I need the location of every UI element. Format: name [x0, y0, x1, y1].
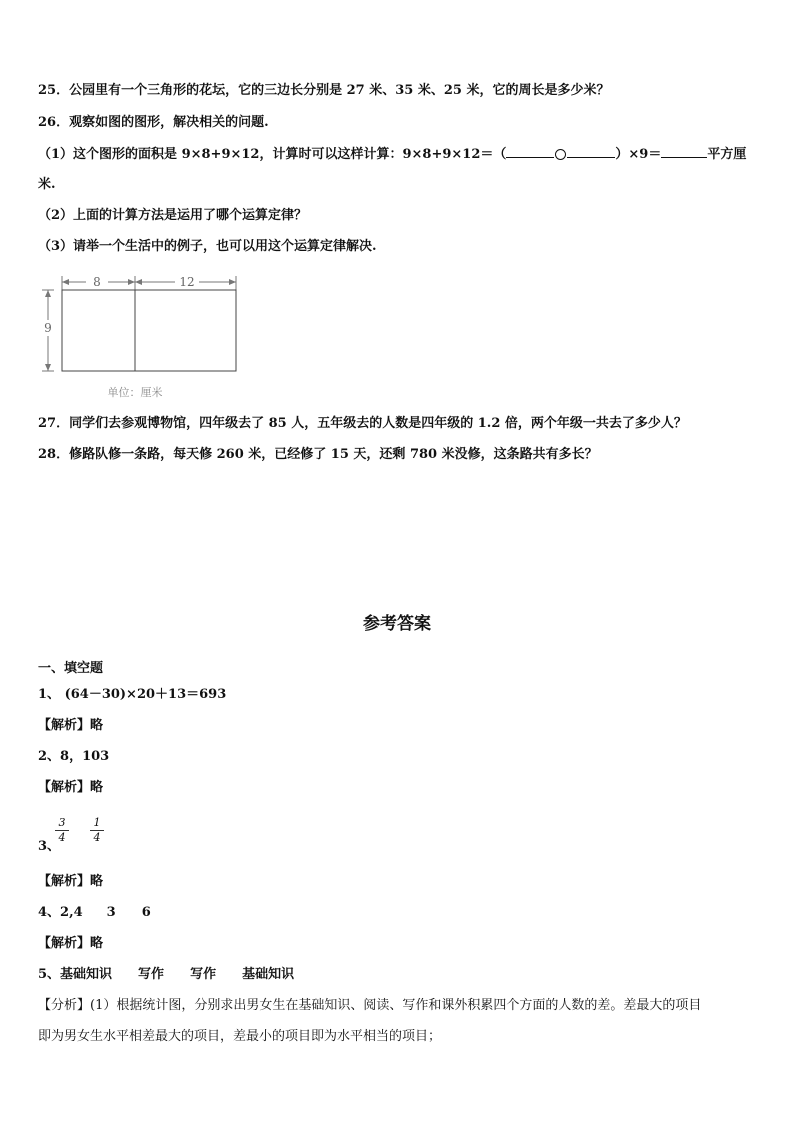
- question-26-part-2: （2）上面的计算方法是运用了哪个运算定律？: [38, 208, 308, 223]
- analysis-2: 【解析】略: [38, 780, 104, 795]
- answer-2: 2、8，103: [38, 749, 110, 764]
- analysis-4: 【解析】略: [38, 936, 104, 951]
- fraction-denominator: 4: [93, 831, 101, 844]
- question-27: 27．同学们去参观博物馆，四年级去了 85 人，五年级去的人数是四年级的 1.2 倍，两个年级一共去了多少人？: [38, 416, 687, 431]
- unit-label: 单位：厘米: [107, 386, 163, 399]
- answer-blank-1: [506, 145, 554, 158]
- answer-3: 3、: [38, 839, 61, 854]
- height-label-9: 9: [44, 321, 52, 335]
- left-rectangle: [62, 290, 135, 371]
- question-25: 25．公园里有一个三角形的花坛，它的三边长分别是 27 米、35 米、25 米，它的周长是多少米？: [38, 83, 610, 98]
- analysis-3: 【解析】略: [38, 874, 104, 889]
- fraction-1-4: [90, 817, 104, 844]
- width-label-12: 12: [179, 275, 195, 289]
- answer-4-part-2: 3: [106, 905, 116, 920]
- operator-circle-blank: [555, 149, 566, 160]
- fraction-numerator: 3: [58, 816, 66, 829]
- question-26-part-1: [38, 145, 746, 164]
- q26-1-text-a: （1）这个图形的面积是 9×8+9×12，计算时可以这样计算：9×8+9×12＝（: [38, 147, 507, 162]
- section-fill-in: 一、填空题: [38, 661, 104, 676]
- analysis-1: 【解析】略: [38, 718, 104, 733]
- answer-5-part-2: 写作: [138, 967, 165, 982]
- answer-blank-3: [661, 145, 707, 158]
- question-26-part-3: （3）请举一个生活中的例子，也可以用这个运算定律解决.: [38, 239, 377, 254]
- answer-5-part-3: 写作: [190, 967, 217, 982]
- fraction-numerator: 1: [93, 816, 101, 829]
- fraction-denominator: 4: [58, 831, 66, 844]
- q26-1-text-b: ）×9＝: [615, 147, 662, 162]
- answer-4-part-3: 6: [141, 905, 151, 920]
- answer-4: [38, 904, 151, 922]
- right-rectangle: [135, 290, 236, 371]
- q26-1-continuation: 米.: [38, 177, 56, 192]
- answer-5: [38, 966, 294, 984]
- question-26: 26．观察如图的图形，解决相关的问题.: [38, 115, 269, 130]
- answer-blank-2: [567, 145, 615, 158]
- width-label-8: 8: [93, 275, 101, 289]
- analysis-5-line-1: 【分析】(1）根据统计图，分别求出男女生在基础知识、阅读、写作和课外积累四个方面的人数的差。差最大的项目: [38, 998, 702, 1013]
- answers-title: 参考答案: [363, 614, 431, 634]
- question-28: 28．修路队修一条路，每天修 260 米，已经修了 15 天，还剩 780 米没修，这条路共有多长？: [38, 447, 598, 462]
- rectangle-figure: [38, 268, 248, 404]
- answer-5-part-1: 5、基础知识: [38, 967, 113, 982]
- analysis-5-line-2: 即为男女生水平相差最大的项目，差最小的项目即为水平相当的项目；: [38, 1029, 442, 1044]
- answer-4-part-1: 4、2,4: [38, 905, 83, 920]
- q26-1-text-c: 平方厘: [707, 147, 747, 162]
- answer-5-part-4: 基础知识: [242, 967, 295, 982]
- answer-1: 1、 (64－30)×20＋13＝693: [38, 687, 227, 702]
